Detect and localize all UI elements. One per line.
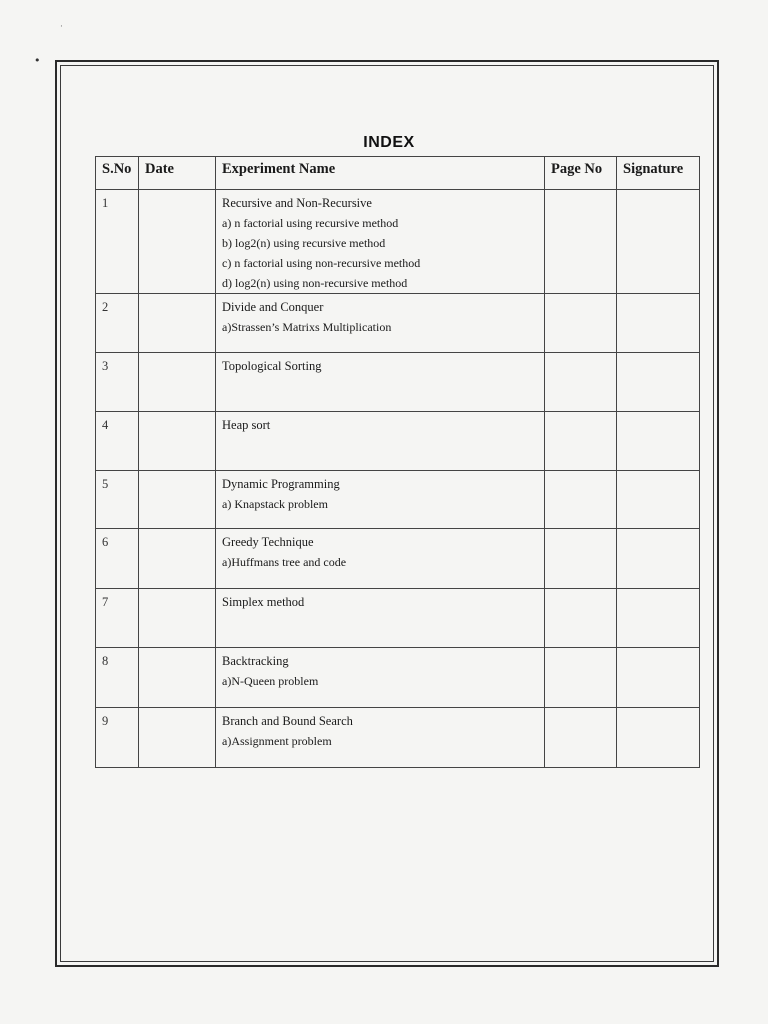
cell-date	[139, 412, 216, 471]
table-row	[96, 708, 700, 768]
scan-speck: •	[34, 54, 41, 67]
experiment-title: Recursive and Non-Recursive	[222, 196, 372, 210]
cell-page-no	[545, 412, 617, 471]
cell-page-no	[545, 294, 617, 353]
cell-date	[139, 353, 216, 412]
experiment-subitem: a)Strassen’s Matrixs Multiplication	[222, 320, 392, 334]
cell-signature	[617, 708, 700, 768]
header-row	[96, 157, 700, 190]
cell-signature	[617, 529, 700, 589]
cell-signature	[617, 353, 700, 412]
experiment-title: Simplex method	[222, 595, 305, 609]
cell-sno: 9	[96, 708, 139, 768]
experiment-subitem: b) log2(n) using recursive method	[222, 236, 386, 250]
cell-experiment-name	[216, 190, 545, 294]
experiment-subitem: a)Huffmans tree and code	[222, 555, 347, 569]
cell-experiment-name	[216, 353, 545, 412]
cell-sno: 5	[96, 471, 139, 529]
experiment-title: Divide and Conquer	[222, 300, 324, 314]
table-row	[96, 353, 700, 412]
cell-page-no	[545, 471, 617, 529]
experiment-subitem: a) n factorial using recursive method	[222, 216, 399, 230]
table-row	[96, 471, 700, 529]
table-row	[96, 190, 700, 294]
table-row	[96, 589, 700, 648]
cell-signature	[617, 648, 700, 708]
cell-signature	[617, 589, 700, 648]
cell-sno: 4	[96, 412, 139, 471]
cell-date	[139, 708, 216, 768]
experiment-subitem: d) log2(n) using non-recursive method	[222, 276, 408, 290]
cell-experiment-name	[216, 412, 545, 471]
table-row	[96, 529, 700, 589]
cell-signature	[617, 190, 700, 294]
cell-sno: 2	[96, 294, 139, 353]
header-signature: Signature	[617, 157, 700, 190]
experiment-title: Dynamic Programming	[222, 477, 340, 491]
experiment-title: Branch and Bound Search	[222, 714, 353, 728]
cell-signature	[617, 412, 700, 471]
experiment-title: Greedy Technique	[222, 535, 314, 549]
cell-page-no	[545, 708, 617, 768]
experiment-subitem: c) n factorial using non-recursive method	[222, 256, 421, 270]
table-row	[96, 412, 700, 471]
experiment-subitem: a)N-Queen problem	[222, 674, 319, 688]
cell-experiment-name	[216, 708, 545, 768]
cell-date	[139, 190, 216, 294]
cell-sno: 6	[96, 529, 139, 589]
cell-experiment-name	[216, 589, 545, 648]
cell-experiment-name	[216, 294, 545, 353]
experiment-subitem: a) Knapstack problem	[222, 497, 328, 511]
experiment-title: Heap sort	[222, 418, 271, 432]
cell-page-no	[545, 353, 617, 412]
cell-experiment-name	[216, 471, 545, 529]
cell-sno: 7	[96, 589, 139, 648]
cell-signature	[617, 471, 700, 529]
cell-sno: 3	[96, 353, 139, 412]
cell-sno: 1	[96, 190, 139, 294]
cell-experiment-name	[216, 648, 545, 708]
header-experiment-name: Experiment Name	[216, 157, 545, 190]
scan-speck: ·	[60, 22, 63, 32]
cell-date	[139, 648, 216, 708]
header-sno: S.No	[96, 157, 139, 190]
cell-page-no	[545, 648, 617, 708]
cell-sno: 8	[96, 648, 139, 708]
cell-date	[139, 589, 216, 648]
header-date: Date	[139, 157, 216, 190]
experiment-subitem: a)Assignment problem	[222, 734, 332, 748]
cell-page-no	[545, 190, 617, 294]
cell-date	[139, 471, 216, 529]
experiment-title: Topological Sorting	[222, 359, 322, 373]
cell-signature	[617, 294, 700, 353]
cell-date	[139, 294, 216, 353]
cell-page-no	[545, 589, 617, 648]
cell-date	[139, 529, 216, 589]
cell-page-no	[545, 529, 617, 589]
index-table	[95, 156, 700, 768]
page-title: INDEX	[363, 134, 415, 151]
experiment-title: Backtracking	[222, 654, 289, 668]
header-page-no: Page No	[545, 157, 617, 190]
table-row	[96, 294, 700, 353]
table-row	[96, 648, 700, 708]
cell-experiment-name	[216, 529, 545, 589]
